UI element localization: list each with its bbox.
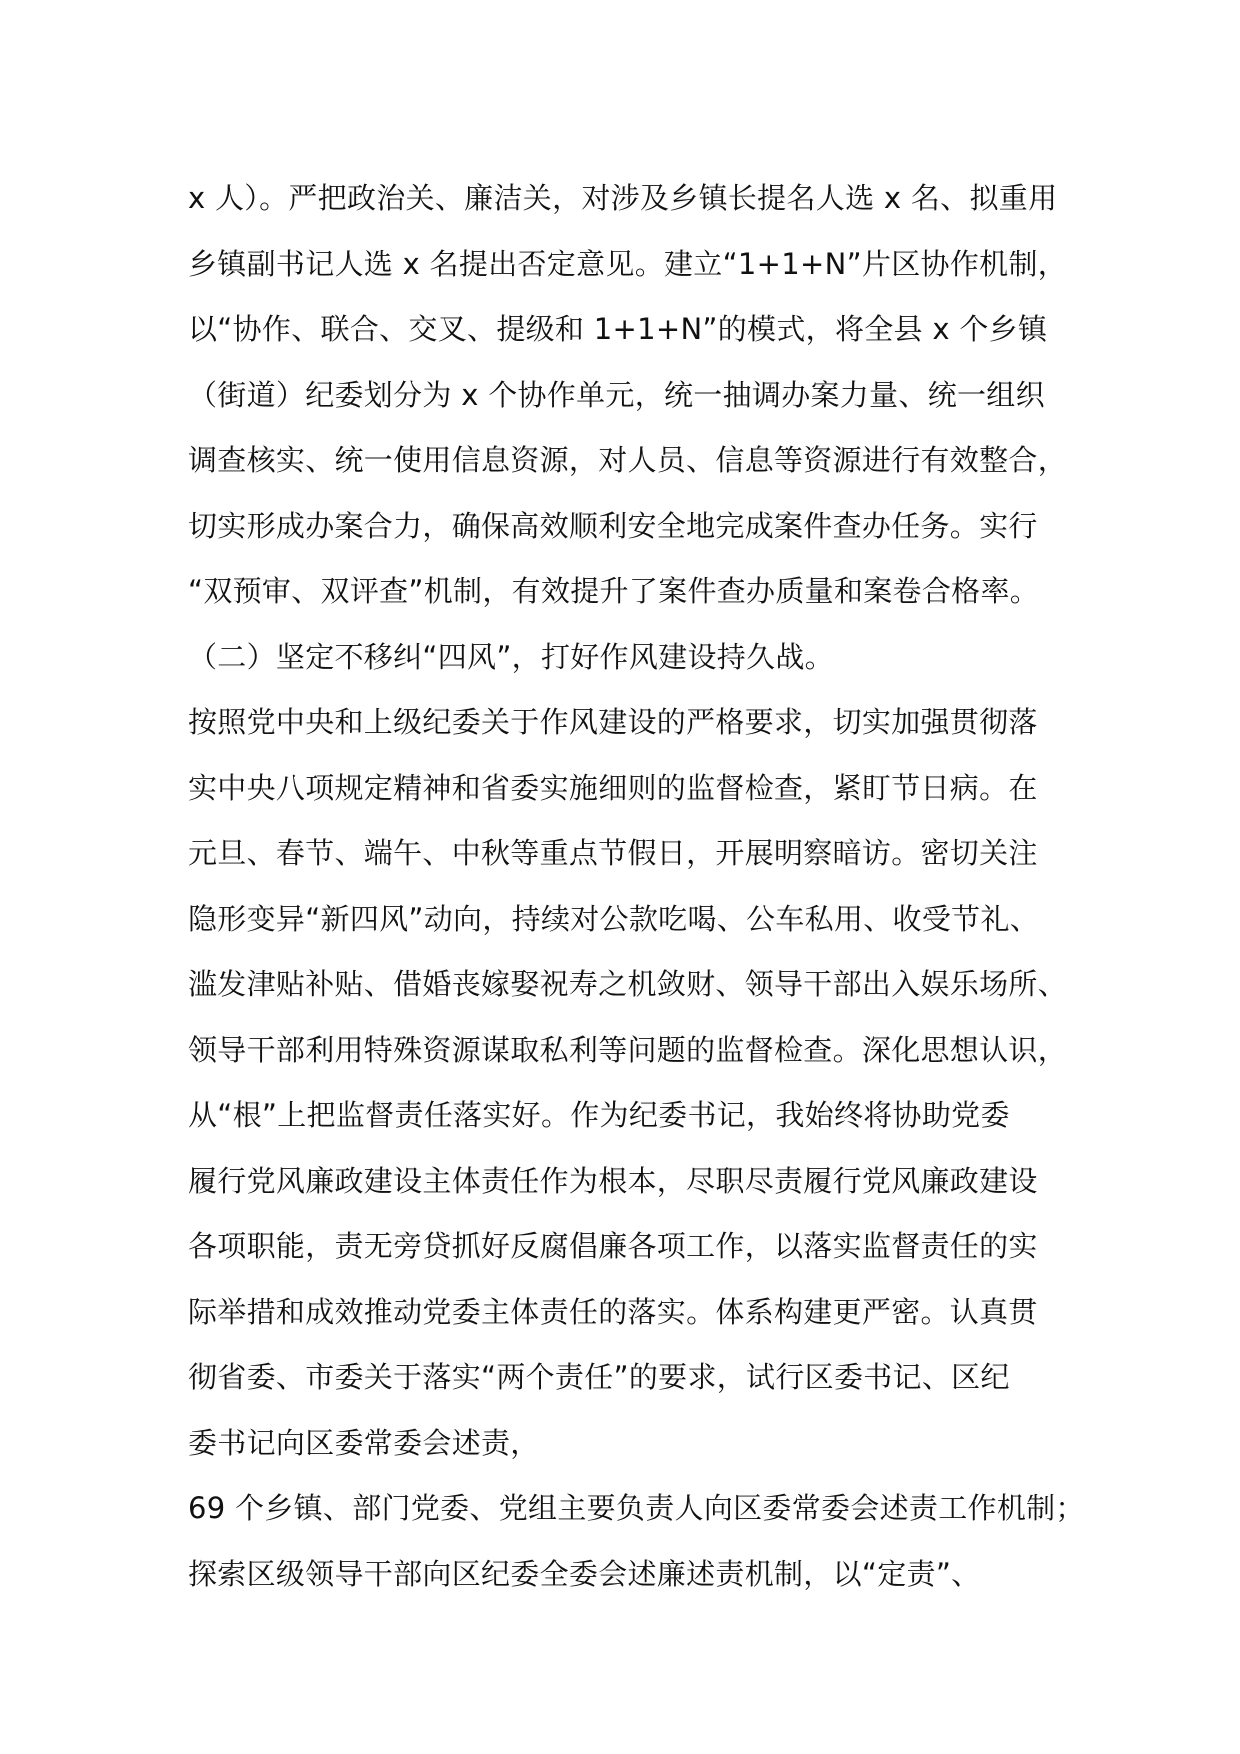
text-line: 领导干部利用特殊资源谋取私利等问题的监督检查。深化思想认识， <box>188 1032 1068 1067</box>
text-line: “双预审、双评查”机制，有效提升了案件查办质量和案卷合格率。 <box>188 574 1040 608</box>
text-line: x 人）。严把政治关、廉洁关，对涉及乡镇长提名人选 x 名、拟重用 <box>188 181 1058 215</box>
text-line: 乡镇副书记人选 x 名提出否定意见。建立“1+1+N”片区协作机制， <box>188 246 1068 281</box>
text-line: 彻省委、市委关于落实“两个责任”的要求，试行区委书记、区纪 <box>188 1360 1010 1394</box>
body-text <box>188 166 1088 1607</box>
text-line: 元旦、春节、端午、中秋等重点节假日，开展明察暗访。密切关注 <box>188 836 1038 870</box>
text-line: 实中央八项规定精神和省委实施细则的监督检查，紧盯节日病。在 <box>188 770 1038 805</box>
text-line: 切实形成办案合力，确保高效顺利安全地完成案件查办任务。实行 <box>188 508 1038 543</box>
text-line: 各项职能，责无旁贷抓好反腐倡廉各项工作，以落实监督责任的实 <box>188 1229 1038 1263</box>
text-line: 以“协作、联合、交叉、提级和 1+1+N”的模式，将全县 x 个乡镇 <box>188 312 1048 346</box>
text-line: 按照党中央和上级纪委关于作风建设的严格要求，切实加强贯彻落 <box>188 705 1038 739</box>
text-line: 履行党风廉政建设主体责任作为根本，尽职尽责履行党风廉政建设 <box>188 1163 1038 1198</box>
text-line: 调查核实、统一使用信息资源，对人员、信息等资源进行有效整合， <box>188 443 1068 477</box>
section-heading: （二）坚定不移纠“四风”，打好作风建设持久战。 <box>188 639 834 674</box>
text-line: 滥发津贴补贴、借婚丧嫁娶祝寿之机敛财、领导干部出入娱乐场所、 <box>188 967 1068 1001</box>
text-line: 从“根”上把监督责任落实好。作为纪委书记，我始终将协助党委 <box>188 1098 1010 1132</box>
text-line: 际举措和成效推动党委主体责任的落实。体系构建更严密。认真贯 <box>188 1294 1038 1329</box>
text-line: 探索区级领导干部向区纪委全委会述廉述责机制，以“定责”、 <box>188 1556 981 1591</box>
text-line: 委书记向区委常委会述责， <box>188 1425 540 1460</box>
text-line: （街道）纪委划分为 x 个协作单元，统一抽调办案力量、统一组织 <box>188 377 1045 412</box>
text-line: 隐形变异“新四风”动向，持续对公款吃喝、公车私用、收受节礼、 <box>188 901 1040 936</box>
text-line: 69 个乡镇、部门党委、党组主要负责人向区委常委会述责工作机制； <box>188 1491 1085 1525</box>
